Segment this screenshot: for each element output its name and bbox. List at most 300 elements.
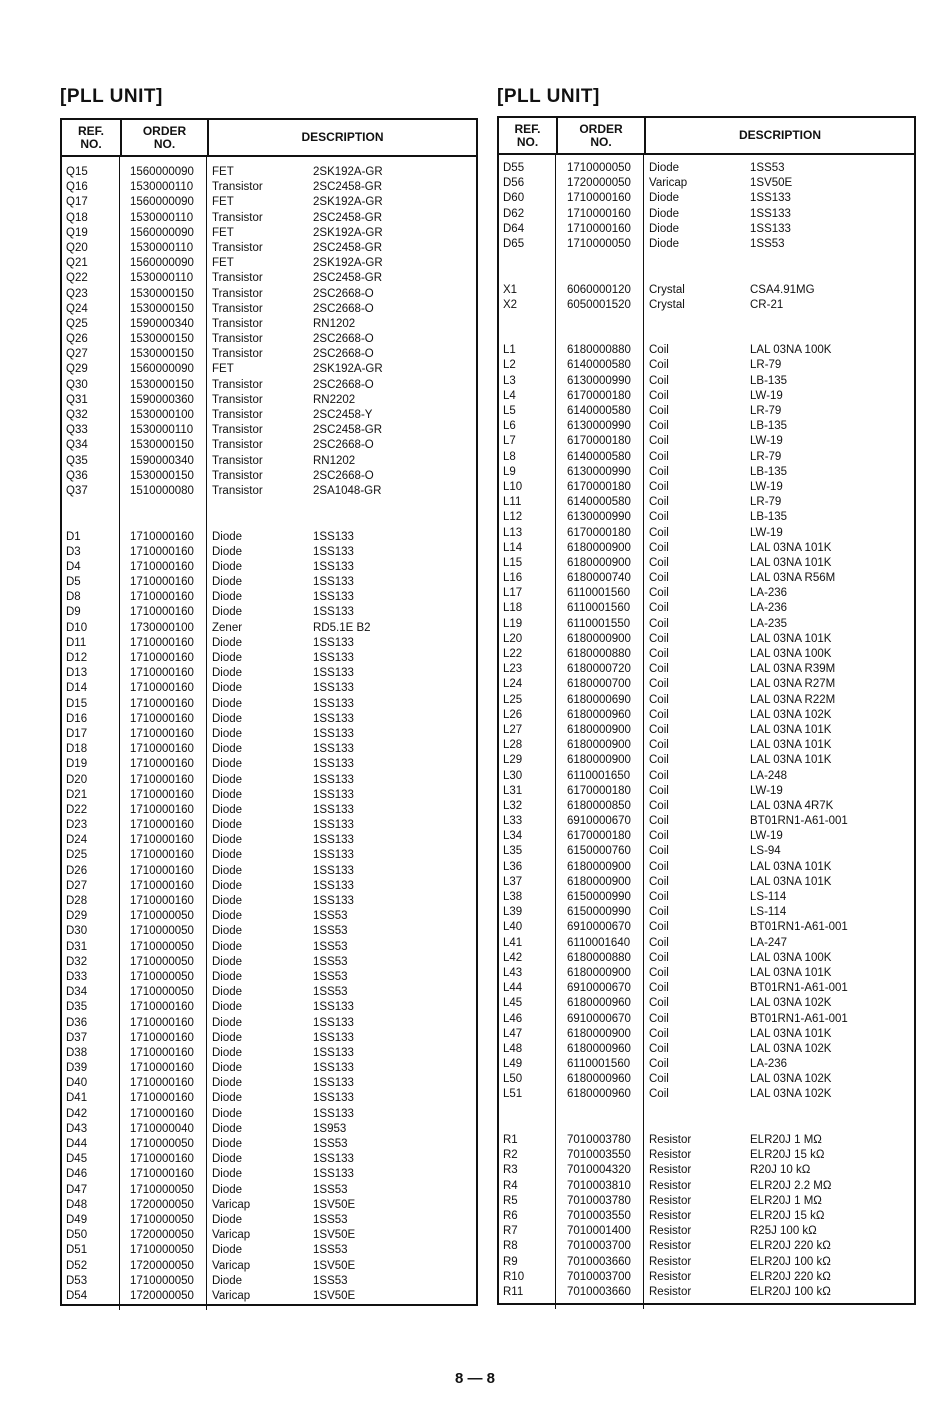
ref-no-cell: D8 [66, 591, 81, 604]
table-row [62, 484, 476, 499]
ref-no-cell: D38 [66, 1046, 88, 1059]
part-spec-cell: LAL 03NA 101K [750, 632, 832, 645]
ref-no-cell: L30 [503, 769, 523, 782]
part-spec-cell: RN1202 [313, 454, 356, 467]
ref-no-cell: R10 [503, 1270, 525, 1283]
order-no-cell: 6060000120 [567, 283, 631, 296]
table-row [62, 697, 476, 712]
ref-no-cell: D34 [66, 986, 88, 999]
table-row [499, 1179, 914, 1194]
table-row [62, 1107, 476, 1122]
table-row [62, 1167, 476, 1182]
ref-no-cell: L22 [503, 648, 523, 660]
table-row [62, 727, 476, 742]
part-type-cell: Coil [649, 435, 669, 448]
part-type-cell: Diode [212, 652, 243, 664]
part-spec-cell: 1SS133 [313, 758, 354, 771]
part-type-cell: Coil [649, 526, 669, 539]
ref-no-cell: D30 [66, 925, 88, 938]
table-row [499, 1103, 914, 1118]
order-no-cell: 1710000050 [130, 1213, 194, 1226]
ref-no-cell: D48 [66, 1198, 88, 1211]
table-row [62, 1122, 476, 1137]
part-spec-cell: 1SS133 [313, 636, 354, 649]
ref-no-cell: D25 [66, 849, 88, 862]
part-type-cell: Coil [649, 1012, 669, 1025]
part-type-cell [643, 328, 743, 343]
table-row [62, 530, 476, 545]
table-row [499, 1209, 914, 1224]
part-spec-cell: 1SS133 [313, 560, 354, 573]
ref-no-cell: Q23 [66, 287, 88, 300]
order-no-cell: 1710000050 [130, 955, 194, 968]
table-row [62, 621, 476, 636]
ref-no-cell: L15 [503, 556, 523, 569]
table-row [62, 1274, 476, 1289]
part-spec-cell: 1SS133 [750, 192, 791, 205]
order-no-cell: 1710000160 [567, 192, 631, 205]
ref-no-cell: L6 [503, 420, 516, 433]
order-no-cell: 6910000670 [567, 921, 631, 934]
order-no-cell: 1710000160 [130, 879, 194, 892]
part-type-cell: Coil [649, 1058, 669, 1071]
ref-no-cell: Q19 [66, 226, 88, 239]
ref-no-cell: L49 [503, 1058, 523, 1071]
part-type-cell: Varicap [212, 1198, 251, 1211]
part-spec-cell: 2SK192A-GR [313, 166, 383, 178]
part-spec-cell: 1SS133 [313, 652, 354, 664]
order-no-cell: 1710000160 [130, 1016, 194, 1029]
table-row [62, 681, 476, 696]
table-row [62, 302, 476, 317]
part-type-cell: Resistor [649, 1240, 692, 1253]
order-no-cell: 6110001640 [567, 936, 631, 949]
part-spec-cell: LS-114 [750, 891, 787, 903]
ref-no-cell: Q15 [66, 166, 88, 178]
part-spec-cell: 1SV50E [313, 1198, 356, 1211]
order-no-cell: 1710000160 [130, 1153, 194, 1166]
part-spec-cell: 1S953 [313, 1122, 347, 1135]
order-no-cell: 6150000990 [567, 906, 631, 919]
part-type-cell: Coil [649, 496, 669, 509]
part-spec-cell [743, 252, 903, 267]
part-type-cell: Coil [649, 389, 669, 402]
part-type-cell: Resistor [649, 1179, 692, 1192]
table-row [499, 799, 914, 814]
ref-no-cell [499, 1118, 556, 1133]
ref-no-cell: Q16 [66, 181, 88, 194]
part-spec-cell: LAL 03NA R56M [750, 572, 836, 585]
order-no-cell: 6170000180 [567, 526, 631, 539]
part-spec-cell: 2SC2668-O [313, 333, 374, 346]
ref-no-cell: Q26 [66, 333, 88, 346]
order-no-cell: 1530000110 [130, 272, 194, 285]
ref-no-cell: Q33 [66, 424, 88, 437]
order-no-cell: 6910000670 [567, 1012, 631, 1025]
part-type-cell [206, 514, 306, 529]
order-no-cell: 6180000960 [567, 1073, 631, 1086]
order-no-cell: 1710000160 [130, 727, 194, 740]
table-row [499, 526, 914, 541]
table-header [62, 120, 476, 157]
ref-no-cell: D9 [66, 606, 81, 619]
table-row [62, 788, 476, 803]
order-no-cell: 1560000090 [130, 257, 194, 270]
part-spec-cell: LW-19 [750, 830, 783, 843]
part-type-cell: Coil [649, 921, 669, 934]
table-row [499, 450, 914, 465]
part-type-cell: Diode [212, 1062, 243, 1075]
part-spec-cell: ELR20J 220 kΩ [750, 1240, 831, 1253]
table-row [62, 970, 476, 985]
ref-no-cell: L18 [503, 602, 523, 615]
order-no-cell: 1710000160 [130, 576, 194, 589]
table-row [499, 1239, 914, 1254]
part-type-cell: Diode [212, 1122, 243, 1135]
part-type-cell: Diode [212, 667, 243, 680]
part-type-cell: Diode [212, 1107, 243, 1120]
part-spec-cell: 2SC2458-GR [313, 424, 383, 437]
part-type-cell: Diode [212, 727, 243, 740]
part-type-cell [643, 1103, 743, 1118]
ref-no-cell: Q37 [66, 484, 88, 497]
table-row [62, 499, 476, 514]
ref-no-cell: R8 [503, 1240, 518, 1253]
order-no-cell: 6170000180 [567, 389, 631, 402]
part-type-cell: Resistor [649, 1255, 692, 1268]
ref-no-cell: L33 [503, 815, 523, 828]
part-type-cell: Resistor [649, 1164, 692, 1177]
part-type-cell: Coil [649, 450, 669, 463]
part-spec-cell: LW-19 [750, 389, 783, 402]
order-no-cell: 6130000990 [567, 465, 631, 478]
table-row [499, 1285, 914, 1300]
table-row [499, 480, 914, 495]
table-row [499, 890, 914, 905]
part-type-cell: Varicap [649, 177, 688, 190]
ref-no-cell: D12 [66, 652, 88, 664]
table-row [62, 909, 476, 924]
part-type-cell: Coil [649, 815, 669, 828]
ref-no-cell: D46 [66, 1168, 88, 1181]
table-row [62, 605, 476, 620]
order-no-cell: 1710000160 [130, 1077, 194, 1090]
ref-no-cell: Q29 [66, 363, 88, 376]
part-spec-cell [306, 499, 466, 514]
ref-no-cell: D60 [503, 192, 525, 205]
order-no-cell: 1710000160 [130, 636, 194, 649]
order-no-cell: 1710000160 [130, 1001, 194, 1014]
ref-no-cell: L14 [503, 541, 523, 554]
order-no-cell: 6180000900 [567, 754, 631, 767]
part-type-cell: Diode [212, 803, 243, 816]
order-no-cell: 6180000900 [567, 632, 631, 645]
part-type-cell: Coil [649, 951, 669, 964]
table-row [62, 1183, 476, 1198]
table-row [62, 818, 476, 833]
part-spec-cell: ELR20J 100 kΩ [750, 1255, 831, 1268]
part-spec-cell: 2SC2458-GR [313, 241, 383, 254]
part-type-cell: Diode [212, 1244, 243, 1257]
part-type-cell: Diode [212, 1274, 243, 1287]
right-section-title: [PLL UNIT] [497, 86, 600, 107]
ref-no-cell: D35 [66, 1001, 88, 1014]
part-type-cell: FET [212, 196, 234, 209]
ref-no-cell: D49 [66, 1213, 88, 1226]
part-type-cell: Coil [649, 830, 669, 843]
part-type-cell: Transistor [212, 181, 263, 194]
ref-no-cell: D47 [66, 1183, 88, 1196]
part-type-cell: Diode [212, 834, 243, 847]
ref-no-cell: L4 [503, 389, 516, 402]
ref-no-cell: D14 [66, 682, 88, 695]
part-spec-cell: LR-79 [750, 359, 782, 372]
table-row [499, 951, 914, 966]
ref-no-cell: R1 [503, 1134, 518, 1146]
table-row [62, 742, 476, 757]
part-type-cell: Diode [212, 879, 243, 892]
order-no-cell: 1730000100 [130, 621, 194, 634]
ref-no-cell [62, 499, 119, 514]
table-row [499, 647, 914, 662]
order-no-cell: 6180000900 [567, 875, 631, 888]
part-type-cell: Coil [649, 739, 669, 752]
order-no-cell: 7010003780 [567, 1194, 631, 1207]
part-spec-cell: LA-236 [750, 587, 788, 600]
table-row [499, 875, 914, 890]
part-spec-cell: 1SS133 [313, 743, 354, 756]
part-spec-cell: RD5.1E B2 [313, 621, 371, 634]
table-row [499, 784, 914, 799]
table-row [499, 1255, 914, 1270]
part-type-cell: Coil [649, 799, 669, 812]
part-type-cell: Varicap [212, 1289, 251, 1302]
ref-no-cell: D24 [66, 834, 88, 847]
part-type-cell: Coil [649, 374, 669, 387]
ref-no-cell: L46 [503, 1012, 523, 1025]
part-type-cell: Diode [649, 237, 680, 250]
part-spec-cell: 1SS53 [313, 925, 348, 938]
order-no-cell: 6130000990 [567, 374, 631, 387]
ref-no-cell: D29 [66, 910, 88, 923]
table-row [499, 222, 914, 237]
order-no-cell: 1530000150 [130, 439, 194, 452]
order-no-cell: 6130000990 [567, 420, 631, 433]
order-no-cell: 1710000050 [130, 970, 194, 983]
order-no-cell: 1710000160 [130, 834, 194, 847]
ref-no-cell: Q34 [66, 439, 88, 452]
order-no-cell: 1710000160 [130, 849, 194, 862]
table-row [62, 590, 476, 605]
order-no-cell: 1710000160 [130, 864, 194, 877]
ref-no-cell: L26 [503, 708, 523, 721]
ref-no-cell: L20 [503, 632, 523, 645]
ref-no-cell: Q32 [66, 409, 88, 421]
part-spec-cell: 1SS133 [313, 727, 354, 740]
part-type-cell: Coil [649, 678, 669, 691]
order-no-cell: 1720000050 [567, 177, 631, 190]
table-row [62, 378, 476, 393]
ref-no-cell: L9 [503, 465, 516, 478]
table-row [499, 1042, 914, 1057]
order-no-cell: 6180000960 [567, 1088, 631, 1101]
part-spec-cell: 1SS53 [313, 1138, 348, 1150]
left-section-title: [PLL UNIT] [60, 86, 163, 107]
order-no-cell: 1710000050 [130, 986, 194, 999]
part-spec-cell: LAL 03NA 102K [750, 997, 832, 1010]
order-no-cell: 6180000960 [567, 1042, 631, 1055]
ref-no-cell: D20 [66, 773, 88, 786]
order-no-cell: 1710000160 [567, 222, 631, 235]
part-type-cell: Diode [212, 712, 243, 725]
part-spec-cell: 2SC2668-O [313, 287, 374, 300]
part-spec-cell: 1SS133 [750, 207, 791, 220]
table-row [62, 1213, 476, 1228]
part-type-cell: Coil [649, 572, 669, 585]
part-type-cell: Transistor [212, 211, 263, 224]
table-row [499, 1148, 914, 1163]
part-type-cell: Transistor [212, 378, 263, 391]
table-row [499, 693, 914, 708]
part-spec-cell: 1SS133 [313, 1001, 354, 1014]
part-spec-cell: LAL 03NA R27M [750, 678, 836, 691]
part-type-cell: Coil [649, 693, 669, 706]
part-type-cell: Coil [649, 1073, 669, 1086]
part-spec-cell: 1SS133 [313, 530, 354, 543]
order-no-cell: 6150000760 [567, 845, 631, 858]
ref-no-cell: L51 [503, 1088, 523, 1101]
table-row [62, 1198, 476, 1213]
part-spec-cell: 2SC2458-Y [313, 409, 373, 421]
ref-no-cell: L11 [503, 496, 522, 509]
part-type-cell: Coil [649, 1042, 669, 1055]
order-no-cell: 6170000180 [567, 480, 631, 493]
table-row [499, 920, 914, 935]
part-type-cell: Diode [212, 864, 243, 877]
part-spec-cell: 1SS133 [313, 576, 354, 589]
table-row [499, 510, 914, 525]
order-no-header: ORDER NO. [556, 118, 644, 153]
order-no-cell: 6130000990 [567, 511, 631, 524]
part-type-cell: Diode [212, 682, 243, 695]
part-type-cell: Coil [649, 754, 669, 767]
table-row [499, 541, 914, 556]
order-no-cell: 1710000160 [130, 758, 194, 771]
part-type-cell: Diode [212, 955, 243, 968]
order-no-cell: 1710000160 [130, 591, 194, 604]
ref-no-cell [499, 1103, 556, 1118]
ref-no-cell: D3 [66, 545, 81, 558]
part-spec-cell: RN2202 [313, 393, 356, 406]
order-no-cell: 1710000160 [130, 788, 194, 801]
table-row [62, 195, 476, 210]
part-type-cell: Diode [212, 986, 243, 999]
order-no-cell: 1560000090 [130, 196, 194, 209]
order-no-cell: 1530000100 [130, 409, 194, 421]
part-spec-cell: LR-79 [750, 450, 782, 463]
ref-no-cell: L2 [503, 359, 516, 372]
table-row [499, 1087, 914, 1102]
ref-no-cell: D33 [66, 970, 88, 983]
table-row [499, 1270, 914, 1285]
table-row [499, 298, 914, 313]
part-type-cell: Diode [212, 576, 243, 589]
ref-no-cell: L23 [503, 663, 523, 676]
order-no-cell: 1710000050 [130, 925, 194, 938]
part-type-cell: Coil [649, 936, 669, 949]
ref-no-cell: D1 [66, 530, 81, 543]
table-row [499, 708, 914, 723]
ref-no-cell: L28 [503, 739, 523, 752]
ref-no-cell: L12 [503, 511, 523, 524]
ref-no-cell: D50 [66, 1229, 88, 1242]
table-row [62, 575, 476, 590]
part-type-cell: Transistor [212, 439, 263, 452]
order-no-cell: 1710000160 [130, 545, 194, 558]
table-row [62, 438, 476, 453]
table-row [499, 556, 914, 571]
part-spec-cell: LA-236 [750, 602, 788, 615]
left-parts-table [60, 118, 478, 1306]
table-row [62, 1046, 476, 1061]
part-spec-cell: 1SS133 [313, 1062, 354, 1075]
table-row [62, 955, 476, 970]
part-spec-cell: LAL 03NA 101K [750, 541, 832, 554]
table-row [499, 237, 914, 252]
table-row [62, 180, 476, 195]
ref-no-cell: D36 [66, 1016, 88, 1029]
ref-no-cell: D32 [66, 955, 88, 968]
ref-no-cell: D55 [503, 162, 525, 174]
part-spec-cell: 1SS53 [313, 955, 348, 968]
table-row [499, 207, 914, 222]
part-type-cell: Diode [212, 788, 243, 801]
order-no-cell: 1590000340 [130, 454, 194, 467]
ref-no-cell: D17 [66, 727, 88, 740]
part-type-cell: Coil [649, 966, 669, 979]
part-spec-cell: 2SK192A-GR [313, 196, 383, 209]
ref-no-cell: X1 [503, 283, 518, 296]
part-type-cell: Coil [649, 587, 669, 600]
part-spec-cell: LW-19 [750, 480, 783, 493]
ref-no-header: REF. NO. [77, 123, 104, 151]
order-no-cell: 6180000900 [567, 966, 631, 979]
ref-no-cell: L44 [503, 982, 523, 995]
ref-no-cell: L31 [503, 784, 523, 797]
part-type-cell: Resistor [649, 1194, 692, 1207]
order-no-cell: 1710000160 [130, 606, 194, 619]
order-no-cell: 7010003780 [567, 1134, 631, 1146]
ref-no-cell: D5 [66, 576, 81, 589]
order-no-cell: 6110001560 [567, 1058, 631, 1071]
order-no-cell [556, 328, 643, 343]
order-no-cell: 6050001520 [567, 298, 631, 311]
part-spec-cell: 1SS133 [313, 819, 354, 832]
table-row [62, 1152, 476, 1167]
ref-no-cell: R4 [503, 1179, 518, 1192]
part-spec-cell: LAL 03NA 102K [750, 708, 832, 721]
part-spec-cell: LAL 03NA 102K [750, 1042, 832, 1055]
ref-no-cell: L38 [503, 891, 523, 903]
part-spec-cell: 1SS53 [313, 986, 348, 999]
ref-no-cell: D15 [66, 697, 88, 710]
order-no-cell: 7010003660 [567, 1255, 631, 1268]
ref-no-cell: R3 [503, 1164, 518, 1177]
part-type-cell: Coil [649, 359, 669, 372]
ref-no-cell: L19 [503, 617, 523, 630]
part-type-cell: Diode [212, 743, 243, 756]
table-row [62, 864, 476, 879]
